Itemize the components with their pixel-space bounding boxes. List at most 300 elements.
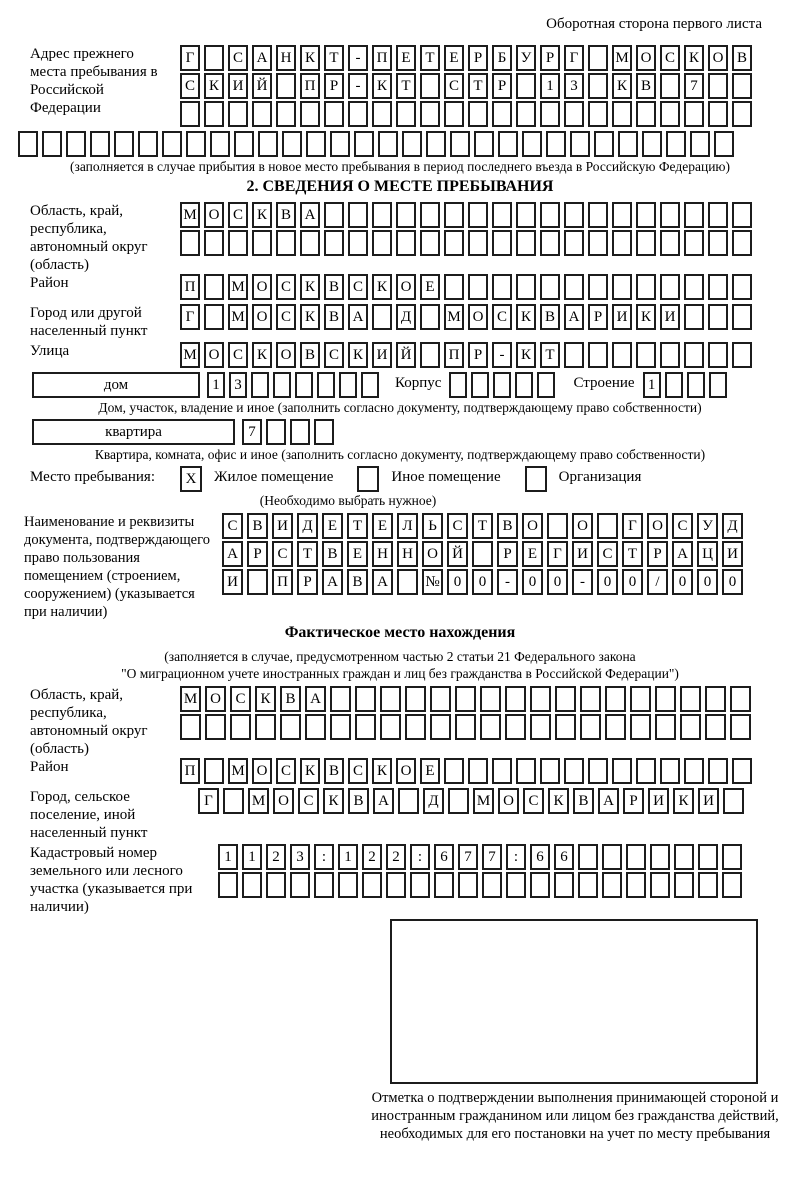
char-cell[interactable] [588, 230, 608, 256]
char-cell[interactable]: С [228, 45, 248, 71]
char-cell[interactable] [570, 131, 590, 157]
char-cell[interactable] [547, 513, 568, 539]
char-cell[interactable] [480, 686, 501, 712]
char-cell[interactable] [708, 202, 728, 228]
char-cell[interactable] [709, 372, 727, 398]
char-cell[interactable]: Т [297, 541, 318, 567]
char-cell[interactable] [444, 101, 464, 127]
char-cell[interactable]: С [276, 758, 296, 784]
char-cell[interactable] [612, 101, 632, 127]
char-cell[interactable] [555, 714, 576, 740]
char-cell[interactable] [426, 131, 446, 157]
char-cell[interactable] [66, 131, 86, 157]
char-cell[interactable] [420, 304, 440, 330]
char-cell[interactable] [449, 372, 467, 398]
char-cell[interactable] [612, 342, 632, 368]
char-cell[interactable] [555, 686, 576, 712]
place-type-checkbox-residential[interactable]: X [180, 466, 202, 492]
char-cell[interactable] [402, 131, 422, 157]
char-cell[interactable]: О [572, 513, 593, 539]
char-cell[interactable] [361, 372, 379, 398]
char-cell[interactable] [708, 758, 728, 784]
char-cell[interactable]: Д [396, 304, 416, 330]
char-cell[interactable]: С [272, 541, 293, 567]
char-cell[interactable] [324, 202, 344, 228]
char-cell[interactable] [605, 714, 626, 740]
char-cell[interactable] [665, 372, 683, 398]
char-cell[interactable]: О [522, 513, 543, 539]
char-cell[interactable]: - [348, 73, 368, 99]
char-cell[interactable]: - [572, 569, 593, 595]
char-cell[interactable]: Т [420, 45, 440, 71]
char-cell[interactable]: В [280, 686, 301, 712]
char-cell[interactable]: Е [444, 45, 464, 71]
char-cell[interactable]: М [248, 788, 269, 814]
char-cell[interactable]: 3 [229, 372, 247, 398]
char-cell[interactable]: : [506, 844, 526, 870]
char-cell[interactable]: О [273, 788, 294, 814]
char-cell[interactable] [708, 230, 728, 256]
char-cell[interactable] [204, 45, 224, 71]
char-cell[interactable]: 2 [266, 844, 286, 870]
char-cell[interactable]: В [300, 342, 320, 368]
char-cell[interactable] [468, 101, 488, 127]
char-cell[interactable] [348, 101, 368, 127]
char-cell[interactable] [708, 304, 728, 330]
char-cell[interactable] [305, 714, 326, 740]
char-cell[interactable] [732, 342, 752, 368]
char-cell[interactable] [386, 872, 406, 898]
char-cell[interactable] [42, 131, 62, 157]
char-cell[interactable] [580, 686, 601, 712]
char-cell[interactable]: 7 [242, 419, 262, 445]
char-cell[interactable] [230, 714, 251, 740]
char-cell[interactable] [324, 101, 344, 127]
char-cell[interactable] [732, 73, 752, 99]
char-cell[interactable]: С [298, 788, 319, 814]
char-cell[interactable] [348, 202, 368, 228]
char-cell[interactable]: Т [468, 73, 488, 99]
char-cell[interactable]: Ь [422, 513, 443, 539]
char-cell[interactable]: К [323, 788, 344, 814]
char-cell[interactable] [540, 230, 560, 256]
char-cell[interactable] [540, 758, 560, 784]
char-cell[interactable]: П [444, 342, 464, 368]
char-cell[interactable] [687, 372, 705, 398]
char-cell[interactable] [588, 73, 608, 99]
char-cell[interactable] [684, 230, 704, 256]
char-cell[interactable] [228, 101, 248, 127]
char-cell[interactable]: А [672, 541, 693, 567]
char-cell[interactable]: Р [324, 73, 344, 99]
char-cell[interactable]: К [372, 73, 392, 99]
char-cell[interactable] [372, 101, 392, 127]
char-cell[interactable] [612, 230, 632, 256]
char-cell[interactable]: К [300, 758, 320, 784]
char-cell[interactable]: Ц [697, 541, 718, 567]
char-cell[interactable] [282, 131, 302, 157]
char-cell[interactable]: К [255, 686, 276, 712]
char-cell[interactable] [505, 714, 526, 740]
char-cell[interactable] [698, 844, 718, 870]
char-cell[interactable]: С [222, 513, 243, 539]
char-cell[interactable]: У [697, 513, 718, 539]
char-cell[interactable]: О [204, 342, 224, 368]
char-cell[interactable] [330, 714, 351, 740]
char-cell[interactable] [450, 131, 470, 157]
char-cell[interactable] [594, 131, 614, 157]
char-cell[interactable]: С [180, 73, 200, 99]
char-cell[interactable]: Е [347, 541, 368, 567]
char-cell[interactable] [708, 73, 728, 99]
char-cell[interactable] [602, 844, 622, 870]
char-cell[interactable] [732, 202, 752, 228]
char-cell[interactable]: Г [622, 513, 643, 539]
char-cell[interactable]: 6 [554, 844, 574, 870]
char-cell[interactable]: Р [540, 45, 560, 71]
char-cell[interactable]: И [612, 304, 632, 330]
char-cell[interactable] [540, 274, 560, 300]
char-cell[interactable] [636, 202, 656, 228]
char-cell[interactable]: : [410, 844, 430, 870]
char-cell[interactable]: Н [397, 541, 418, 567]
char-cell[interactable]: В [540, 304, 560, 330]
char-cell[interactable] [522, 131, 542, 157]
char-cell[interactable]: М [473, 788, 494, 814]
char-cell[interactable]: В [636, 73, 656, 99]
char-cell[interactable] [650, 872, 670, 898]
char-cell[interactable] [612, 758, 632, 784]
char-cell[interactable] [493, 372, 511, 398]
char-cell[interactable]: Е [420, 274, 440, 300]
char-cell[interactable] [564, 230, 584, 256]
char-cell[interactable]: 0 [722, 569, 743, 595]
char-cell[interactable] [674, 872, 694, 898]
char-cell[interactable] [258, 131, 278, 157]
char-cell[interactable]: 1 [643, 372, 661, 398]
char-cell[interactable]: 6 [530, 844, 550, 870]
char-cell[interactable]: М [180, 342, 200, 368]
char-cell[interactable]: О [205, 686, 226, 712]
char-cell[interactable] [300, 101, 320, 127]
char-cell[interactable]: Д [423, 788, 444, 814]
char-cell[interactable] [410, 872, 430, 898]
char-cell[interactable] [492, 202, 512, 228]
char-cell[interactable] [564, 202, 584, 228]
char-cell[interactable] [564, 101, 584, 127]
char-cell[interactable] [588, 758, 608, 784]
char-cell[interactable]: И [660, 304, 680, 330]
char-cell[interactable]: С [348, 274, 368, 300]
char-cell[interactable] [276, 230, 296, 256]
char-cell[interactable]: И [272, 513, 293, 539]
char-cell[interactable]: В [732, 45, 752, 71]
char-cell[interactable] [650, 844, 670, 870]
char-cell[interactable]: К [204, 73, 224, 99]
char-cell[interactable] [612, 202, 632, 228]
char-cell[interactable] [234, 131, 254, 157]
char-cell[interactable] [588, 45, 608, 71]
char-cell[interactable]: 0 [522, 569, 543, 595]
char-cell[interactable] [242, 872, 262, 898]
char-cell[interactable]: Т [396, 73, 416, 99]
char-cell[interactable] [205, 714, 226, 740]
char-cell[interactable] [420, 202, 440, 228]
char-cell[interactable] [530, 714, 551, 740]
char-cell[interactable]: Д [722, 513, 743, 539]
char-cell[interactable] [204, 101, 224, 127]
char-cell[interactable]: М [180, 202, 200, 228]
char-cell[interactable] [530, 872, 550, 898]
char-cell[interactable]: О [252, 274, 272, 300]
char-cell[interactable]: П [180, 274, 200, 300]
char-cell[interactable]: Р [468, 342, 488, 368]
char-cell[interactable] [722, 844, 742, 870]
char-cell[interactable]: 1 [207, 372, 225, 398]
char-cell[interactable]: Т [472, 513, 493, 539]
char-cell[interactable] [530, 686, 551, 712]
char-cell[interactable]: А [300, 202, 320, 228]
char-cell[interactable]: Д [297, 513, 318, 539]
char-cell[interactable] [180, 714, 201, 740]
char-cell[interactable] [372, 202, 392, 228]
char-cell[interactable]: О [396, 758, 416, 784]
char-cell[interactable]: О [396, 274, 416, 300]
char-cell[interactable] [378, 131, 398, 157]
char-cell[interactable] [516, 101, 536, 127]
char-cell[interactable]: С [228, 342, 248, 368]
char-cell[interactable] [714, 131, 734, 157]
char-cell[interactable] [506, 872, 526, 898]
char-cell[interactable] [273, 372, 291, 398]
char-cell[interactable] [355, 686, 376, 712]
char-cell[interactable] [338, 872, 358, 898]
char-cell[interactable] [708, 342, 728, 368]
char-cell[interactable] [588, 274, 608, 300]
char-cell[interactable] [444, 758, 464, 784]
char-cell[interactable]: 1 [218, 844, 238, 870]
char-cell[interactable]: 1 [540, 73, 560, 99]
char-cell[interactable] [162, 131, 182, 157]
char-cell[interactable] [330, 686, 351, 712]
char-cell[interactable] [339, 372, 357, 398]
char-cell[interactable]: - [492, 342, 512, 368]
char-cell[interactable] [251, 372, 269, 398]
char-cell[interactable] [280, 714, 301, 740]
char-cell[interactable] [708, 274, 728, 300]
char-cell[interactable] [210, 131, 230, 157]
char-cell[interactable] [515, 372, 533, 398]
char-cell[interactable]: Г [547, 541, 568, 567]
char-cell[interactable]: 0 [472, 569, 493, 595]
char-cell[interactable] [448, 788, 469, 814]
char-cell[interactable] [90, 131, 110, 157]
char-cell[interactable]: П [300, 73, 320, 99]
char-cell[interactable] [516, 758, 536, 784]
char-cell[interactable]: А [322, 569, 343, 595]
char-cell[interactable] [684, 342, 704, 368]
char-cell[interactable] [324, 230, 344, 256]
char-cell[interactable]: К [516, 304, 536, 330]
char-cell[interactable] [204, 758, 224, 784]
char-cell[interactable]: 0 [547, 569, 568, 595]
char-cell[interactable]: С [444, 73, 464, 99]
char-cell[interactable] [444, 230, 464, 256]
char-cell[interactable] [680, 714, 701, 740]
char-cell[interactable] [480, 714, 501, 740]
char-cell[interactable] [732, 758, 752, 784]
char-cell[interactable]: Й [447, 541, 468, 567]
char-cell[interactable]: И [372, 342, 392, 368]
char-cell[interactable] [723, 788, 744, 814]
char-cell[interactable]: Й [396, 342, 416, 368]
char-cell[interactable]: 3 [290, 844, 310, 870]
char-cell[interactable] [458, 872, 478, 898]
char-cell[interactable]: М [228, 304, 248, 330]
char-cell[interactable] [492, 101, 512, 127]
char-cell[interactable]: С [348, 758, 368, 784]
char-cell[interactable] [204, 304, 224, 330]
char-cell[interactable]: С [523, 788, 544, 814]
char-cell[interactable]: И [222, 569, 243, 595]
char-cell[interactable]: 0 [672, 569, 693, 595]
char-cell[interactable] [348, 230, 368, 256]
char-cell[interactable] [420, 101, 440, 127]
char-cell[interactable]: М [228, 758, 248, 784]
char-cell[interactable] [636, 230, 656, 256]
char-cell[interactable]: А [348, 304, 368, 330]
char-cell[interactable] [252, 230, 272, 256]
char-cell[interactable] [380, 686, 401, 712]
char-cell[interactable]: Р [623, 788, 644, 814]
char-cell[interactable]: О [708, 45, 728, 71]
char-cell[interactable] [578, 872, 598, 898]
char-cell[interactable] [468, 202, 488, 228]
char-cell[interactable]: С [492, 304, 512, 330]
char-cell[interactable]: 1 [338, 844, 358, 870]
char-cell[interactable] [186, 131, 206, 157]
char-cell[interactable] [468, 230, 488, 256]
char-cell[interactable]: С [660, 45, 680, 71]
char-cell[interactable] [396, 202, 416, 228]
char-cell[interactable] [180, 101, 200, 127]
char-cell[interactable]: Е [420, 758, 440, 784]
char-cell[interactable] [252, 101, 272, 127]
char-cell[interactable]: 0 [697, 569, 718, 595]
char-cell[interactable] [396, 101, 416, 127]
char-cell[interactable]: К [636, 304, 656, 330]
char-cell[interactable]: С [230, 686, 251, 712]
char-cell[interactable]: М [180, 686, 201, 712]
char-cell[interactable] [306, 131, 326, 157]
char-cell[interactable] [474, 131, 494, 157]
char-cell[interactable] [223, 788, 244, 814]
char-cell[interactable]: И [228, 73, 248, 99]
char-cell[interactable]: Р [647, 541, 668, 567]
char-cell[interactable]: А [564, 304, 584, 330]
char-cell[interactable]: В [324, 758, 344, 784]
char-cell[interactable]: О [204, 202, 224, 228]
char-cell[interactable]: П [272, 569, 293, 595]
char-cell[interactable]: У [516, 45, 536, 71]
char-cell[interactable] [660, 342, 680, 368]
char-cell[interactable] [498, 131, 518, 157]
char-cell[interactable] [684, 101, 704, 127]
char-cell[interactable] [266, 419, 286, 445]
char-cell[interactable] [660, 274, 680, 300]
char-cell[interactable] [684, 758, 704, 784]
char-cell[interactable]: - [497, 569, 518, 595]
char-cell[interactable]: Й [252, 73, 272, 99]
char-cell[interactable]: Г [198, 788, 219, 814]
char-cell[interactable] [430, 714, 451, 740]
char-cell[interactable]: 7 [482, 844, 502, 870]
char-cell[interactable] [564, 758, 584, 784]
char-cell[interactable]: С [228, 202, 248, 228]
char-cell[interactable] [732, 274, 752, 300]
char-cell[interactable] [266, 872, 286, 898]
char-cell[interactable] [482, 872, 502, 898]
char-cell[interactable]: М [228, 274, 248, 300]
char-cell[interactable]: 6 [434, 844, 454, 870]
char-cell[interactable] [516, 230, 536, 256]
char-cell[interactable]: Р [588, 304, 608, 330]
char-cell[interactable] [434, 872, 454, 898]
char-cell[interactable] [204, 230, 224, 256]
char-cell[interactable]: Л [397, 513, 418, 539]
place-type-checkbox-organization[interactable] [525, 466, 547, 492]
char-cell[interactable] [355, 714, 376, 740]
char-cell[interactable]: А [372, 569, 393, 595]
char-cell[interactable] [674, 844, 694, 870]
char-cell[interactable] [698, 872, 718, 898]
char-cell[interactable]: Р [297, 569, 318, 595]
char-cell[interactable] [588, 342, 608, 368]
char-cell[interactable] [684, 304, 704, 330]
char-cell[interactable]: К [300, 274, 320, 300]
char-cell[interactable] [540, 101, 560, 127]
char-cell[interactable]: И [698, 788, 719, 814]
char-cell[interactable] [398, 788, 419, 814]
char-cell[interactable]: Р [468, 45, 488, 71]
char-cell[interactable] [605, 686, 626, 712]
char-cell[interactable] [626, 872, 646, 898]
char-cell[interactable]: П [372, 45, 392, 71]
char-cell[interactable] [295, 372, 313, 398]
char-cell[interactable]: М [612, 45, 632, 71]
char-cell[interactable]: / [647, 569, 668, 595]
char-cell[interactable]: С [597, 541, 618, 567]
char-cell[interactable]: О [468, 304, 488, 330]
char-cell[interactable] [630, 686, 651, 712]
char-cell[interactable] [228, 230, 248, 256]
char-cell[interactable] [314, 872, 334, 898]
char-cell[interactable]: К [612, 73, 632, 99]
char-cell[interactable] [537, 372, 555, 398]
char-cell[interactable] [516, 202, 536, 228]
char-cell[interactable] [636, 342, 656, 368]
char-cell[interactable]: А [305, 686, 326, 712]
char-cell[interactable]: О [636, 45, 656, 71]
char-cell[interactable] [540, 202, 560, 228]
char-cell[interactable] [732, 304, 752, 330]
char-cell[interactable]: 1 [242, 844, 262, 870]
char-cell[interactable]: И [572, 541, 593, 567]
char-cell[interactable]: Р [497, 541, 518, 567]
char-cell[interactable]: К [252, 342, 272, 368]
char-cell[interactable] [444, 274, 464, 300]
char-cell[interactable] [708, 101, 728, 127]
